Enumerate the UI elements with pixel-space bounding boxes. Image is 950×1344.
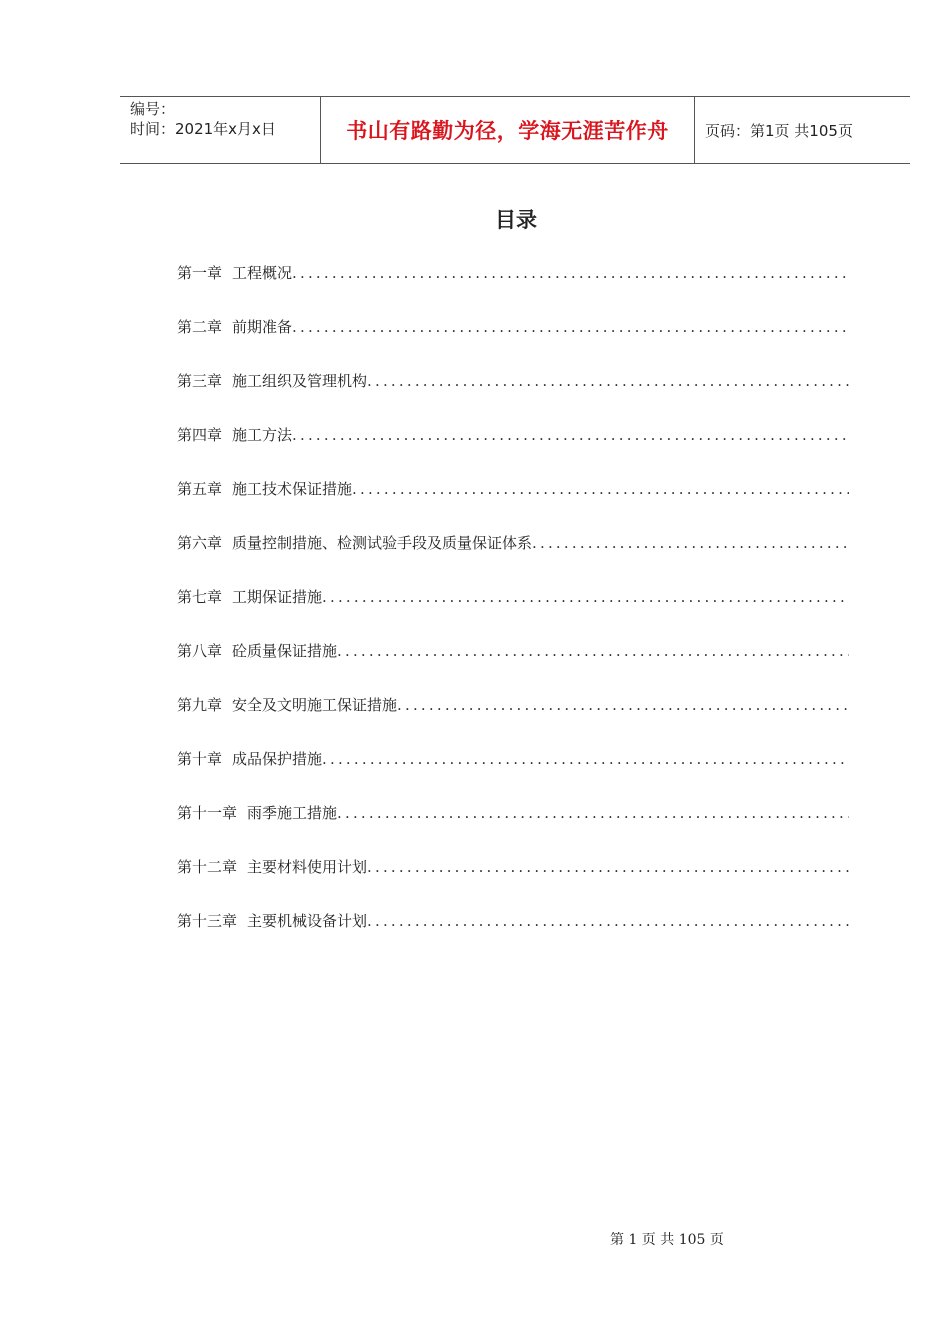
toc-entry[interactable] xyxy=(177,532,849,586)
toc-leader-dots xyxy=(292,318,849,336)
toc-entry-title: 前期准备 xyxy=(232,318,293,336)
toc-entry-chapter: 第十一章 xyxy=(177,804,238,822)
header-motto: 书山有路勤为径，学海无涯苦作舟 xyxy=(321,97,695,163)
toc-entry[interactable] xyxy=(177,478,849,532)
toc-entry-chapter: 第八章 xyxy=(177,642,223,660)
toc-leader-dots xyxy=(367,858,849,876)
toc-entry-title: 成品保护措施 xyxy=(232,750,323,768)
toc-entry-chapter: 第九章 xyxy=(177,696,223,714)
toc-entry-title: 施工方法 xyxy=(232,426,293,444)
toc-leader-dots xyxy=(367,912,849,930)
toc-entry-chapter: 第三章 xyxy=(177,372,223,390)
toc-entry[interactable] xyxy=(177,316,849,370)
toc-entry[interactable] xyxy=(177,262,849,316)
toc-entry-title: 主要材料使用计划 xyxy=(247,858,368,876)
toc-entry-title: 安全及文明施工保证措施 xyxy=(232,696,398,714)
document-header xyxy=(120,96,910,164)
toc-entry[interactable] xyxy=(177,370,849,424)
toc-entry-chapter: 第四章 xyxy=(177,426,223,444)
toc-entry-chapter: 第十二章 xyxy=(177,858,238,876)
toc-entry-chapter: 第五章 xyxy=(177,480,223,498)
toc-leader-dots xyxy=(292,426,849,444)
toc-entry[interactable] xyxy=(177,424,849,478)
toc-entry-chapter: 第十三章 xyxy=(177,912,238,930)
header-meta-cell xyxy=(120,97,321,163)
toc-entry[interactable] xyxy=(177,694,849,748)
toc-entry-chapter: 第六章 xyxy=(177,534,223,552)
toc-entry-title: 工程概况 xyxy=(232,264,293,282)
document-time-label: 时间：2021年x月x日 xyxy=(130,120,276,138)
toc-entry-chapter: 第七章 xyxy=(177,588,223,606)
toc-leader-dots xyxy=(322,588,849,606)
toc-entry-title: 主要机械设备计划 xyxy=(247,912,368,930)
toc-entry[interactable] xyxy=(177,748,849,802)
toc-entry[interactable] xyxy=(177,856,849,910)
toc-entry-chapter: 第一章 xyxy=(177,264,223,282)
toc-entry[interactable] xyxy=(177,910,849,964)
toc-entry-chapter: 第十章 xyxy=(177,750,223,768)
header-page-info: 页码：第1页 共105页 xyxy=(705,121,853,140)
toc-leader-dots xyxy=(532,534,849,552)
toc-leader-dots xyxy=(322,750,849,768)
toc-entry-title: 施工组织及管理机构 xyxy=(232,372,368,390)
toc-entry-title: 雨季施工措施 xyxy=(247,804,338,822)
toc-entry[interactable] xyxy=(177,802,849,856)
document-number-label: 编号： xyxy=(130,100,176,118)
toc-entry[interactable] xyxy=(177,586,849,640)
toc-entry[interactable] xyxy=(177,640,849,694)
toc-leader-dots xyxy=(337,804,849,822)
page-footer: 第 1 页 共 105 页 xyxy=(610,1232,724,1248)
toc-leader-dots xyxy=(397,696,849,714)
toc-entry-title: 砼质量保证措施 xyxy=(232,642,338,660)
toc-leader-dots xyxy=(352,480,849,498)
toc-leader-dots xyxy=(367,372,849,390)
toc-entry-title: 质量控制措施、检测试验手段及质量保证体系 xyxy=(232,534,533,552)
toc-entry-title: 施工技术保证措施 xyxy=(232,480,353,498)
toc-leader-dots xyxy=(337,642,849,660)
toc-list xyxy=(177,262,849,964)
toc-entry-chapter: 第二章 xyxy=(177,318,223,336)
toc-leader-dots xyxy=(292,264,849,282)
toc-entry-title: 工期保证措施 xyxy=(232,588,323,606)
toc-title: 目录 xyxy=(495,208,537,232)
